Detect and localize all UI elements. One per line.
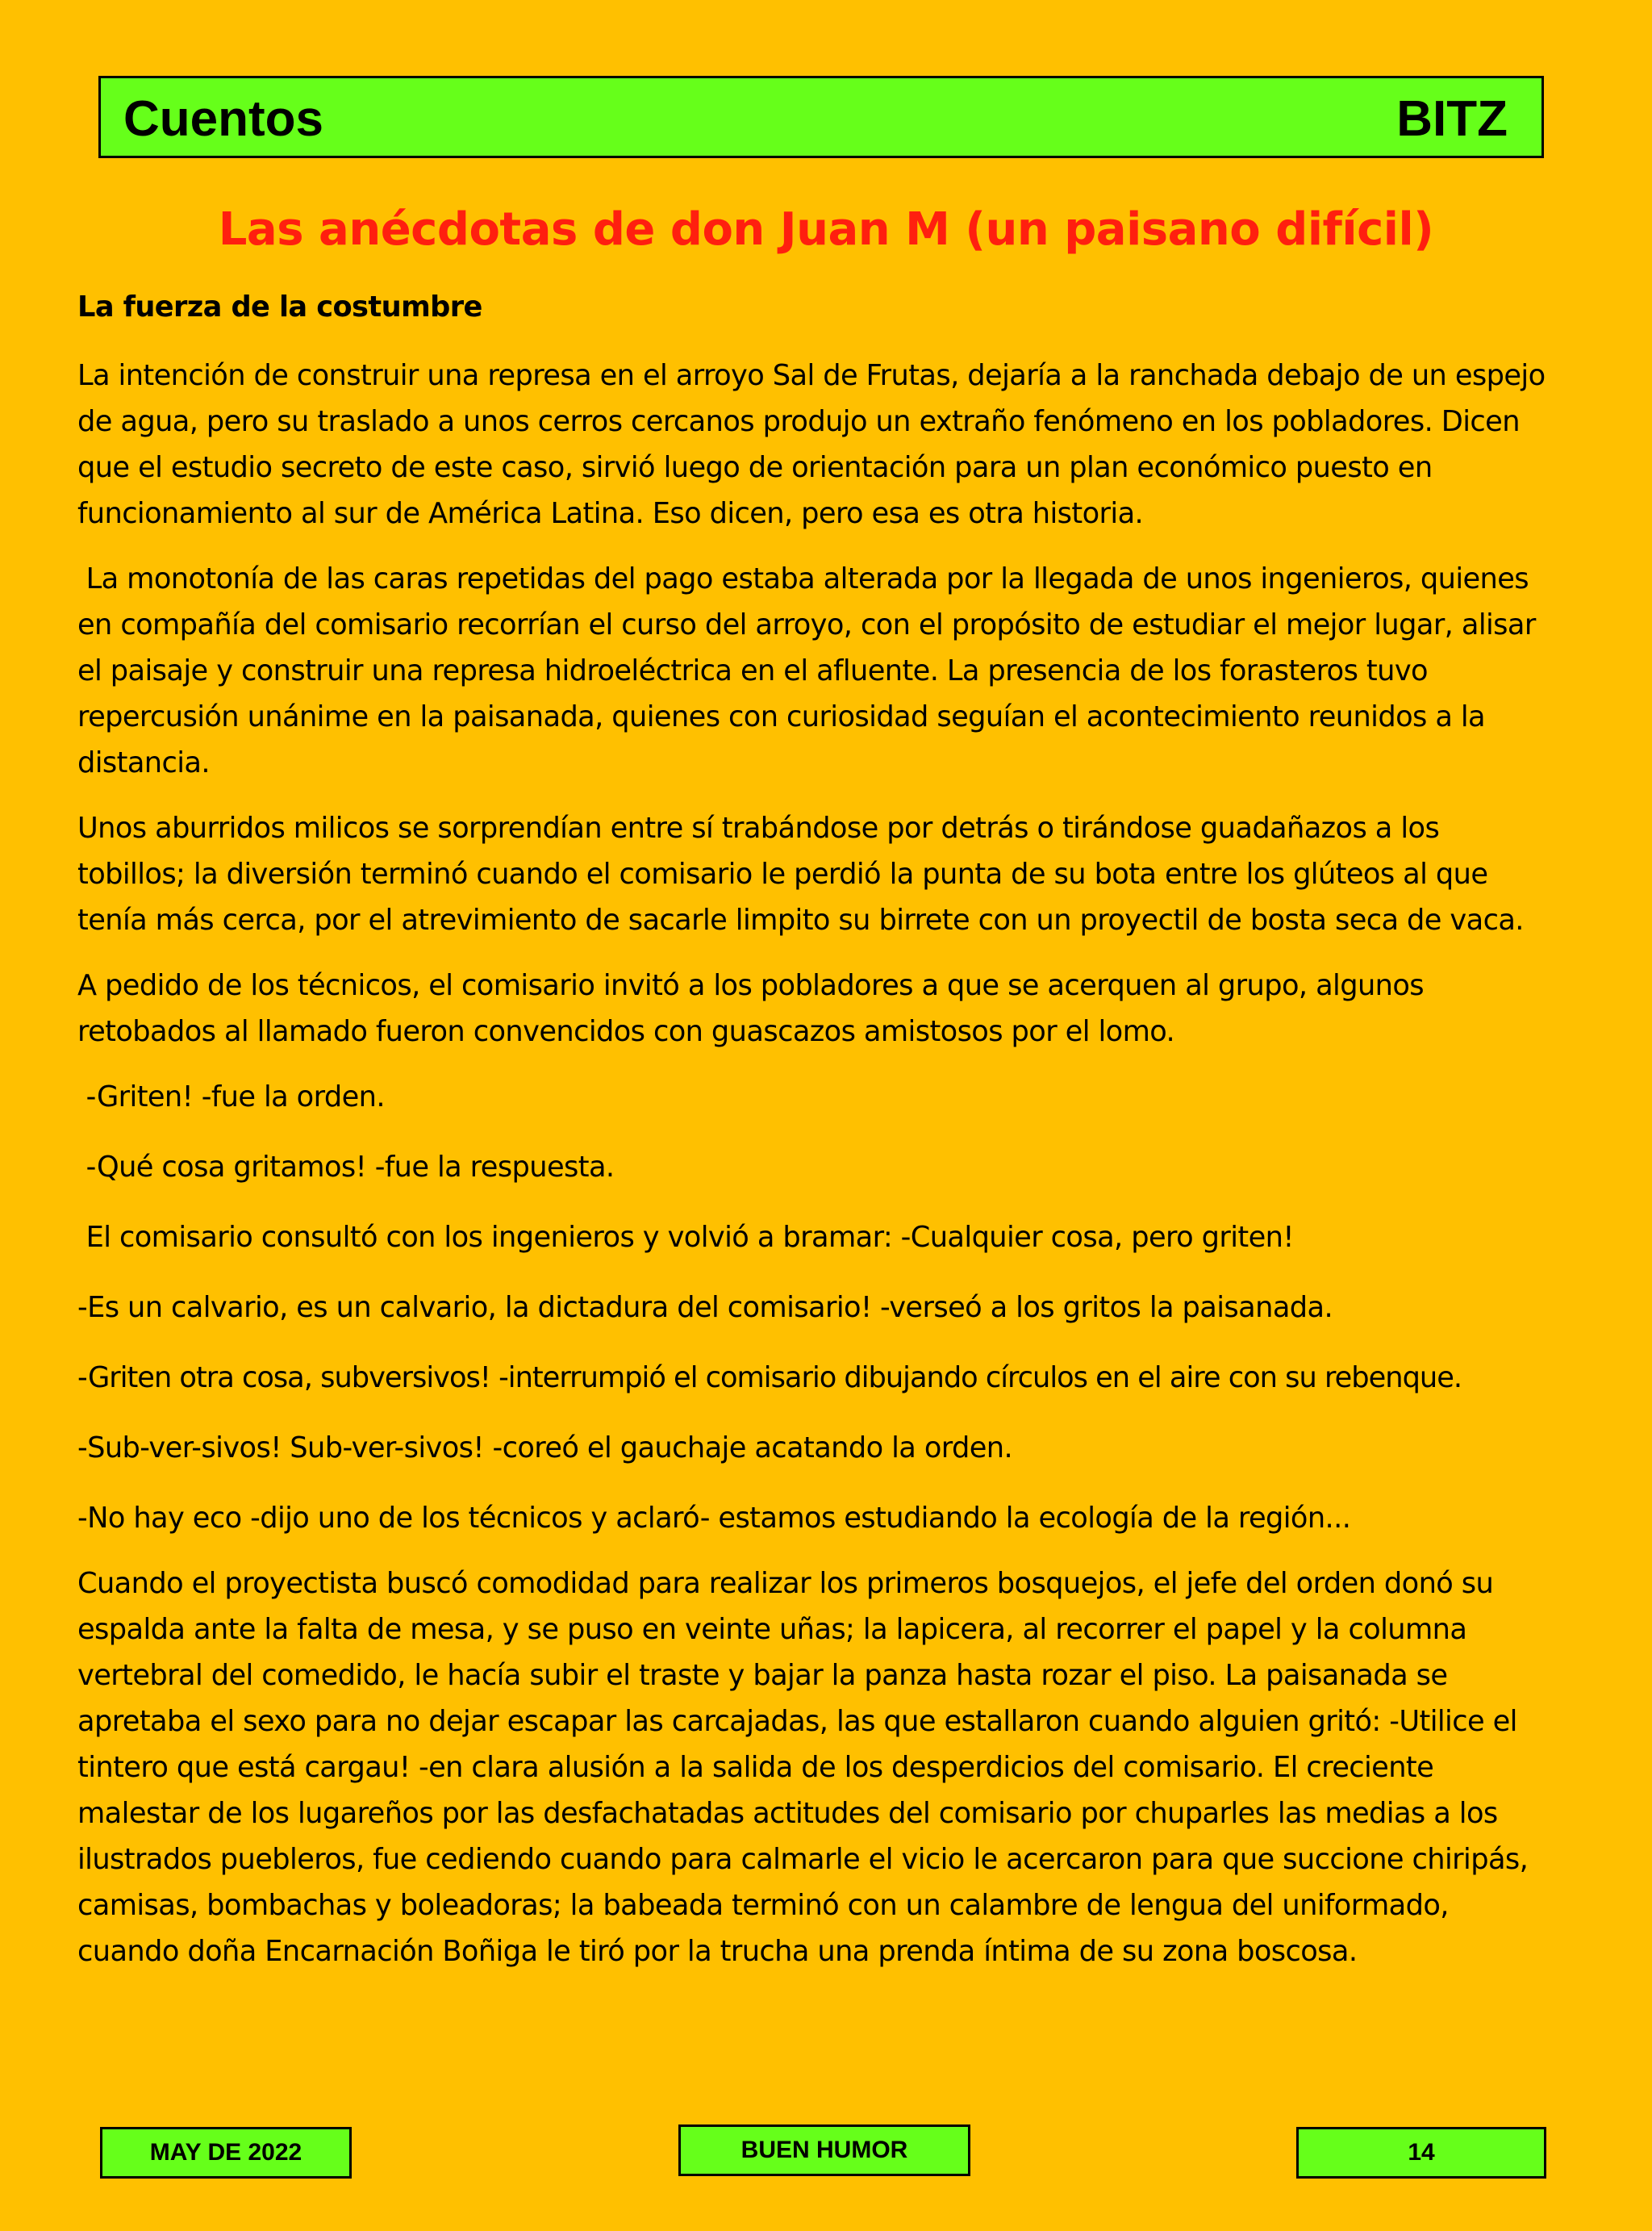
magazine-name: BITZ [1396,91,1508,147]
paragraph: La monotonía de las caras repetidas del pago estaba alterada por la llegada de unos ingenieros, quienes en compañía del comisario recorrían el curso del arroyo, con el propósito de estudiar el mejor lugar, alisar el paisaje y construir una represa hidroeléctrica en el afluente. La presencia de los forasteros tuvo repercusión unánime en la paisanada, quienes con curiosidad seguían el acontecimiento reunidos a la distancia. [77,562,1545,779]
article-subtitle: La fuerza de la costumbre [77,290,482,324]
paragraph: Unos aburridos milicos se sorprendían entre sí trabándose por detrás o tirándose guadañazos a los tobillos; la diversión terminó cuando el comisario le perdió la punta de su bota entre los glúteos al que tenía más cerca, por el atrevimiento de sacarle limpito su birrete con un proyectil de bosta seca de vaca. [77,812,1524,937]
page-number-label: 14 [1408,2139,1435,2166]
paragraph: -Es un calvario, es un calvario, la dictadura del comisario! -verseó a los gritos la paisanada. [77,1291,1333,1324]
footer-section-label: BUEN HUMOR [740,2137,908,2163]
paragraph: -Griten otra cosa, subversivos! -interrumpió el comisario dibujando círculos en el aire con su rebenque. [77,1361,1462,1394]
footer-section [678,2124,970,2176]
paragraph: A pedido de los técnicos, el comisario invitó a los pobladores a que se acerquen al grupo, algunos retobados al llamado fueron convencidos con guascazos amistosos por el lomo. [77,969,1425,1048]
page-number [1296,2127,1546,2179]
article-title: Las anécdotas de don Juan M (un paisano difícil) [218,203,1434,256]
section-name: Cuentos [123,91,323,147]
article-body [77,284,1554,1974]
paragraph: -Griten! -fue la orden. [77,1080,385,1113]
paragraph: Cuando el proyectista buscó comodidad para realizar los primeros bosquejos, el jefe del orden donó su espalda ante la falta de mesa, y se puso en veinte uñas; la lapicera, al recorrer el papel y la columna vertebral del comedido, le hacía subir el traste y bajar la panza hasta rozar el piso. La paisanada se apretaba el sexo para no dejar escapar las carcajadas, las que estallaron cuando alguien gritó: -Utilice el tintero que está cargau! -en clara alusión a la salida de los desperdicios del comisario. El creciente malestar de los lugareños por las desfachatadas actitudes del comisario por chuparles las medias a los ilustrados puebleros, fue cediendo cuando para calmarle el vicio le acercaron para que succione chiripás, camisas, bombachas y boleadoras; la babeada terminó con un calambre de lengua del uniformado, cuando doña Encarnación Boñiga le tiró por la trucha una prenda íntima de su zona boscosa. [77,1567,1529,1968]
paragraph: La intención de construir una represa en el arroyo Sal de Frutas, dejaría a la ranchada debajo de un espejo de agua, pero su traslado a unos cerros cercanos produjo un extraño fenómeno en los pobladores. Dicen que el estudio secreto de este caso, sirvió luego de orientación para un plan económico puesto en funcionamiento al sur de América Latina. Eso dicen, pero esa es otra historia. [77,359,1546,530]
paragraph: -No hay eco -dijo uno de los técnicos y aclaró- estamos estudiando la ecología de la región... [77,1502,1351,1535]
paragraph: -Sub-ver-sivos! Sub-ver-sivos! -coreó el gauchaje acatando la orden. [77,1431,1013,1464]
footer-date-label: MAY DE 2022 [149,2139,302,2166]
footer-date [100,2127,352,2179]
paragraph: El comisario consultó con los ingenieros y volvió a bramar: -Cualquier cosa, pero griten! [77,1221,1294,1254]
magazine-header [98,76,1544,158]
paragraph: -Qué cosa gritamos! -fue la respuesta. [77,1151,615,1184]
